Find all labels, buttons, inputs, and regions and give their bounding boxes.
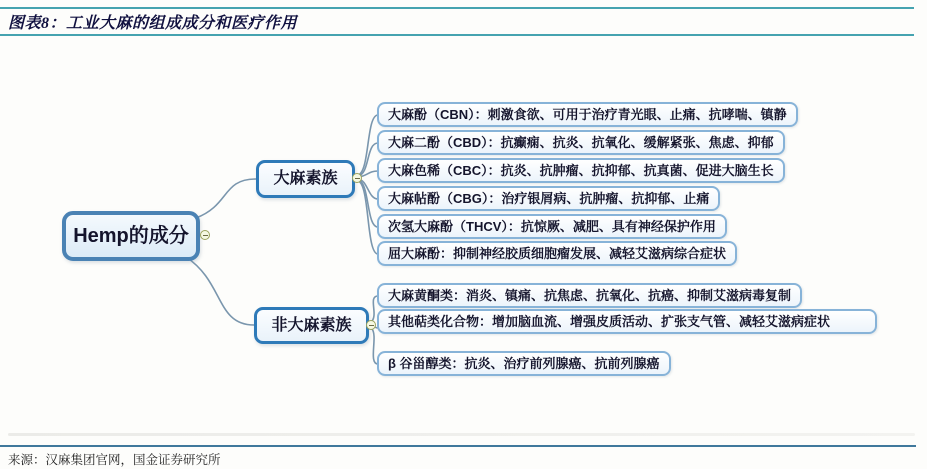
mindmap-leaf-terpenoids: 其他萜类化合物：增加脑血流、增强皮质活动、扩张支气管、减轻艾滋病症状 xyxy=(377,309,877,334)
image-edge-shadow xyxy=(8,433,915,436)
branch-node-cannabinoids: 大麻素族 xyxy=(256,160,355,198)
figure-title: 图表8：工业大麻的组成成分和医疗作用 xyxy=(8,15,298,32)
branch-node-non-cannabinoids: 非大麻素族 xyxy=(254,307,369,344)
mindmap-leaf-thcv: 次氢大麻酚（THCV）：抗惊厥、减肥、具有神经保护作用 xyxy=(377,214,727,239)
mindmap-leaf-cbn: 大麻酚（CBN）：刺激食欲、可用于治疗青光眼、止痛、抗哮喘、镇静 xyxy=(377,102,798,127)
root-node-hemp: Hemp的成分 xyxy=(62,211,200,261)
mindmap-leaf-dronabinol: 屈大麻酚：抑制神经胶质细胞瘤发展、减轻艾滋病综合症状 xyxy=(377,241,737,266)
collapse-minus-icon xyxy=(200,230,210,240)
collapse-minus-icon xyxy=(366,320,376,330)
collapse-minus-icon xyxy=(352,173,362,183)
footer-rule xyxy=(0,445,916,447)
mindmap-leaf-cbd: 大麻二酚（CBD）：抗癫痫、抗炎、抗氧化、缓解紧张、焦虑、抑郁 xyxy=(377,130,785,155)
mindmap-leaf-flavonoids: 大麻黄酮类：消炎、镇痛、抗焦虑、抗氧化、抗癌、抑制艾滋病毒复制 xyxy=(377,283,802,308)
mindmap-leaf-cbc: 大麻色稀（CBC）：抗炎、抗肿瘤、抗抑郁、抗真菌、促进大脑生长 xyxy=(377,158,785,183)
mindmap-leaf-cbg: 大麻帖酚（CBG）：治疗银屑病、抗肿瘤、抗抑郁、止痛 xyxy=(377,186,720,211)
mindmap-leaf-sitosterol: β 谷甾醇类：抗炎、治疗前列腺癌、抗前列腺癌 xyxy=(377,351,671,376)
source-note: 来源：汉麻集团官网，国金证券研究所 xyxy=(8,453,221,467)
